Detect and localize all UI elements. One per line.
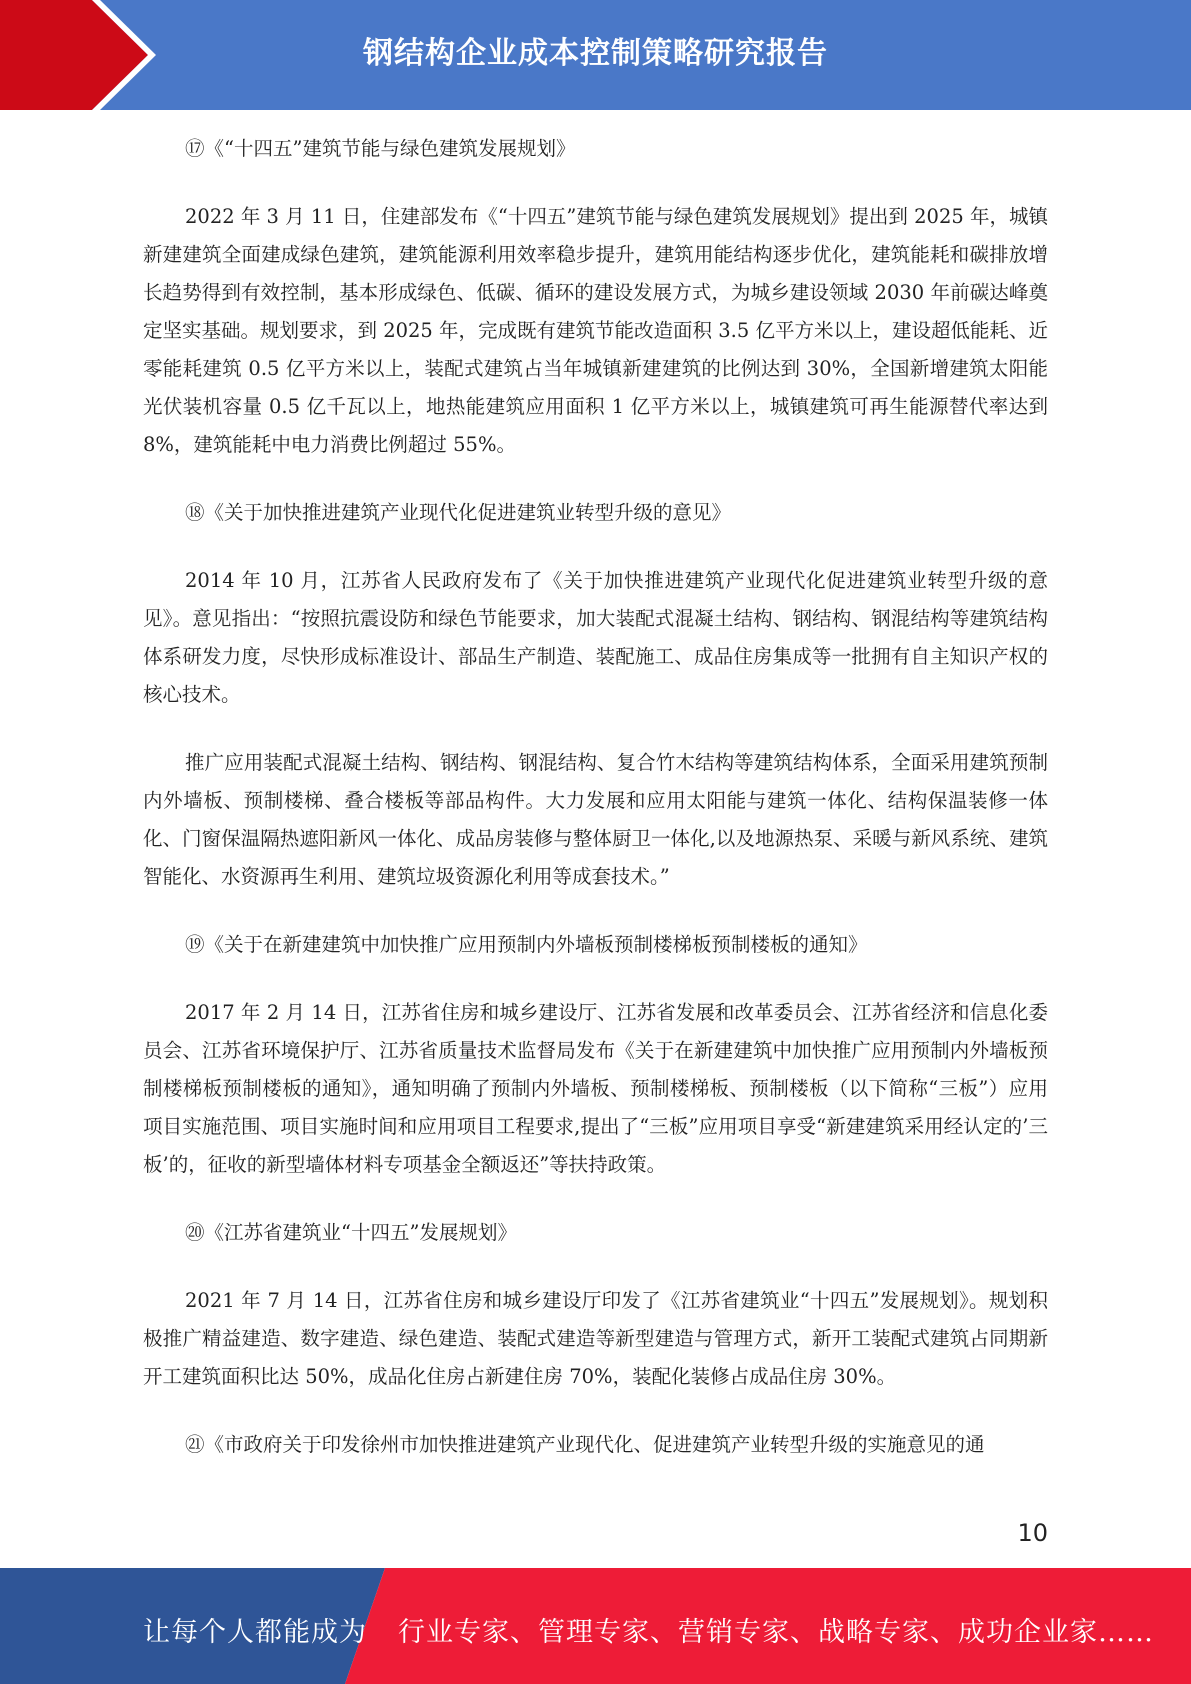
page-footer [0,1568,1191,1684]
body-paragraph: 2022 年 3 月 11 日，住建部发布《“十四五”建筑节能与绿色建筑发展规划》提出到 2025 年，城镇新建建筑全面建成绿色建筑，建筑能源利用效率稳步提升，建筑用能结构逐步优化，建筑能耗和碳排放增长趋势得到有效控制，基本形成绿色、低碳、循环的建设发展方式，为城乡建设领域 2030 年前碳达峰奠定坚实基础。规划要求，到 2025 年，完成既有建筑节能改造面积 3.5 亿平方米以上，建设超低能耗、近零能耗建筑 0.5 亿平方米以上，装配式建筑占当年城镇新建建筑的比例达到 30%，全国新增建筑太阳能光伏装机容量 0.5 亿千瓦以上，地热能建筑应用面积 1 亿平方米以上，城镇建筑可再生能源替代率达到 8%，建筑能耗中电力消费比例超过 55%。 [143,205,1048,456]
report-title: 钢结构企业成本控制策略研究报告 [363,36,828,71]
section-heading: ⑰《“十四五”建筑节能与绿色建筑发展规划》 [185,137,576,160]
section-heading: ⑱《关于加快推进建筑产业现代化促进建筑业转型升级的意见》 [185,501,732,524]
section-heading: ㉑《市政府关于印发徐州市加快推进建筑产业现代化、促进建筑产业转型升级的实施意见的通 [185,1433,985,1456]
page-number: 10 [1017,1519,1048,1547]
body-paragraph: 推广应用装配式混凝土结构、钢结构、钢混结构、复合竹木结构等建筑结构体系，全面采用建筑预制内外墙板、预制楼梯、叠合楼板等部品构件。大力发展和应用太阳能与建筑一体化、结构保温装修一体化、门窗保温隔热遮阳新风一体化、成品房装修与整体厨卫一体化,以及地源热泵、采暖与新风系统、建筑智能化、水资源再生利用、建筑垃圾资源化利用等成套技术。” [143,751,1048,888]
footer-slogan-left: 让每个人都能成为 [143,1617,367,1648]
body-paragraph: 2021 年 7 月 14 日，江苏省住房和城乡建设厅印发了《江苏省建筑业“十四五”发展规划》。规划积极推广精益建造、数字建造、绿色建造、装配式建造等新型建造与管理方式，新开工装配式建筑占同期新开工建筑面积比达 50%，成品化住房占新建住房 70%，装配化装修占成品住房 30%。 [143,1289,1048,1388]
section-heading: ⑲《关于在新建建筑中加快推广应用预制内外墙板预制楼梯板预制楼板的通知》 [185,933,868,956]
body-paragraph: 2014 年 10 月，江苏省人民政府发布了《关于加快推进建筑产业现代化促进建筑业转型升级的意见》。意见指出：“按照抗震设防和绿色节能要求，加大装配式混凝土结构、钢结构、钢混结构等建筑结构体系研发力度，尽快形成标准设计、部品生产制造、装配施工、成品住房集成等一批拥有自主知识产权的核心技术。 [143,569,1048,706]
footer-slogan-right: 行业专家、管理专家、营销专家、战略专家、成功企业家…… [398,1617,1154,1648]
document-body [143,130,1048,1494]
page-header [0,0,1191,110]
section-heading: ⑳《江苏省建筑业“十四五”发展规划》 [185,1221,517,1244]
body-paragraph: 2017 年 2 月 14 日，江苏省住房和城乡建设厅、江苏省发展和改革委员会、江苏省经济和信息化委员会、江苏省环境保护厅、江苏省质量技术监督局发布《关于在新建建筑中加快推广应用预制内外墙板预制楼梯板预制楼板的通知》，通知明确了预制内外墙板、预制楼梯板、预制楼板（以下简称“三板”）应用项目实施范围、项目实施时间和应用项目工程要求,提出了“三板”应用项目享受“新建建筑采用经认定的’三板’的，征收的新型墙体材料专项基金全额返还”等扶持政策。 [143,1001,1048,1176]
